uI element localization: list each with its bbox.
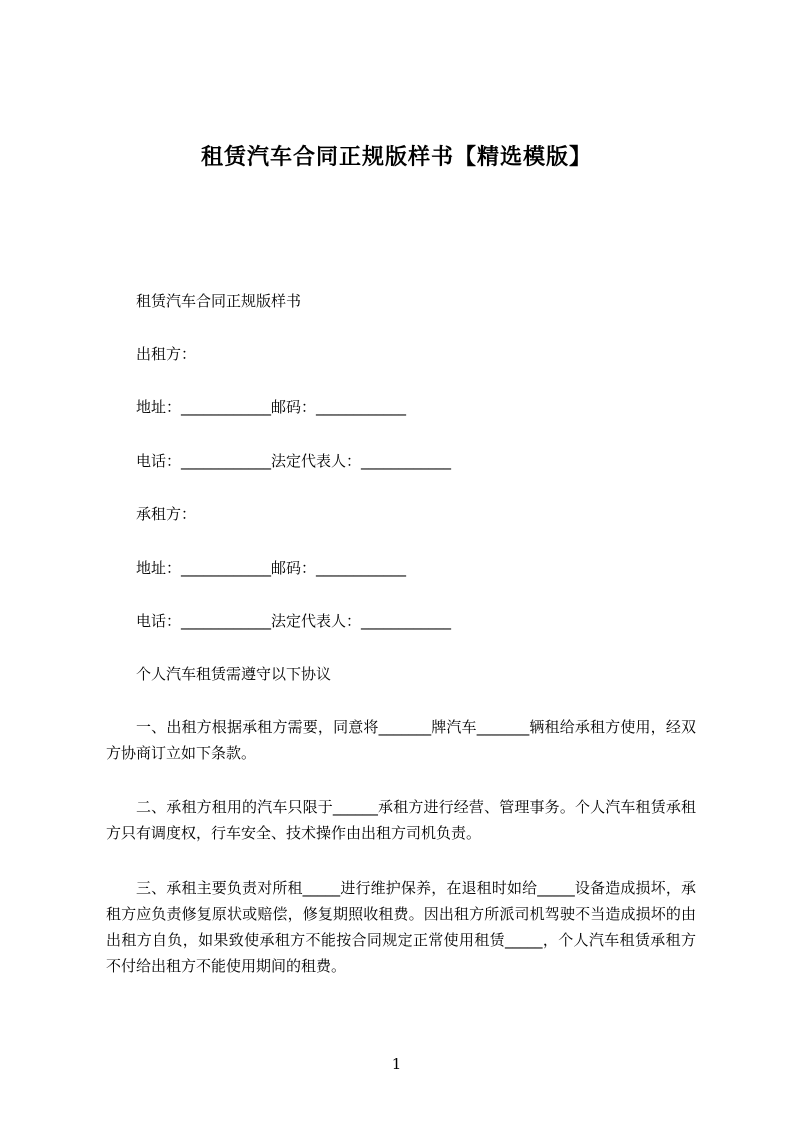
clause-2: 二、承租方租用的汽车只限于______承租方进行经营、管理事务。个人汽车租赁承租方只有调度权，行车安全、技术操作由出租方司机负责。 <box>106 798 696 842</box>
clause-3: 三、承租主要负责对所租_____进行维护保养，在退租时如给_____设备造成损坏，承租方应负责修复原状或赔偿，修复期照收租费。因出租方所派司机驾驶不当造成损坏的由出租方自负，如果致使承租方不能按合同规定正常使用租赁_____，个人汽车租赁承租方不付给出租方不能使用期间的租费。 <box>106 879 696 975</box>
clause-1: 一、出租方根据承租方需要，同意将_______牌汽车_______辆租给承租方使用，经双方协商订立如下条款。 <box>106 718 696 762</box>
page-title: 租赁汽车合同正规版样书【精选模版】 <box>200 145 592 170</box>
lessor-phone-line: 电话：____________法定代表人：____________ <box>136 452 452 470</box>
document-subtitle: 租赁汽车合同正规版样书 <box>136 292 302 310</box>
lessor-label: 出租方： <box>136 345 197 363</box>
page-number: 1 <box>391 1055 402 1073</box>
lessor-address-line: 地址：____________邮码：____________ <box>136 398 407 416</box>
lessee-phone-line: 电话：____________法定代表人：____________ <box>136 612 452 630</box>
agreement-intro: 个人汽车租赁需遵守以下协议 <box>136 665 332 683</box>
lessee-label: 承租方： <box>136 505 197 523</box>
lessee-address-line: 地址：____________邮码：____________ <box>136 559 407 577</box>
